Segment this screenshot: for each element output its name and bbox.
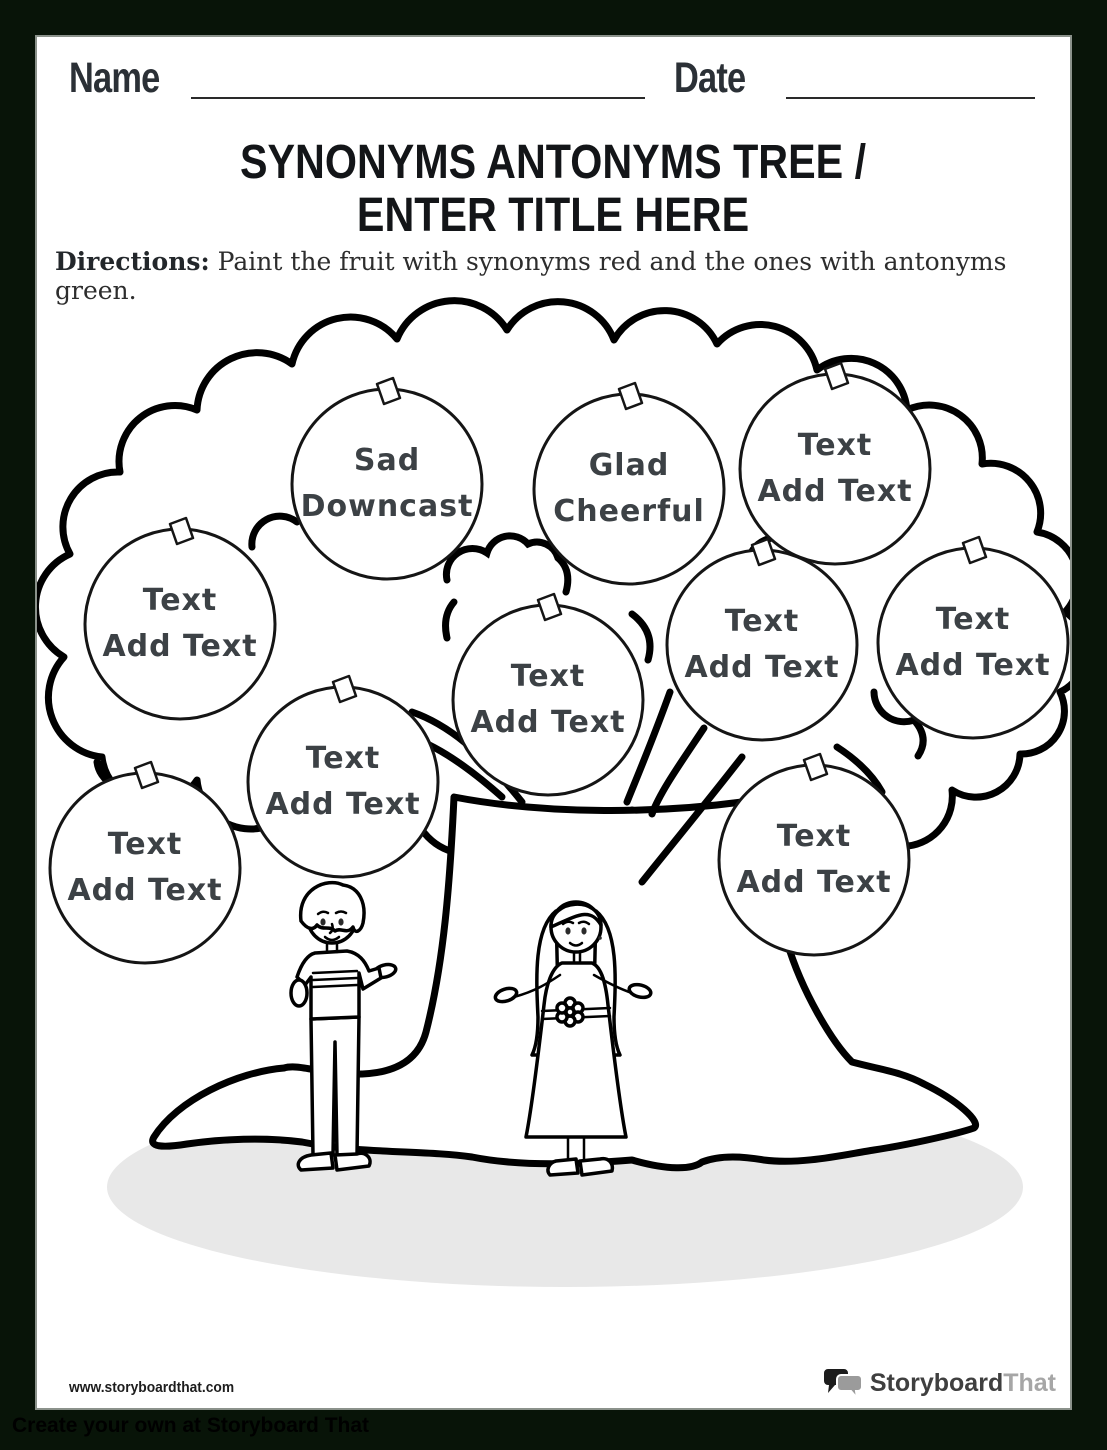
worksheet-title	[37, 136, 1070, 242]
brand-name-light: That	[1003, 1369, 1056, 1397]
brand-name-dark: Storyboard	[869, 1369, 1004, 1397]
apple-text-line1: Text	[776, 819, 852, 854]
apple-text-line1: Sad	[353, 443, 421, 478]
girl-belt-flower	[557, 998, 583, 1026]
apple-text-line1: Text	[305, 741, 381, 776]
date-write-line[interactable]	[786, 97, 1035, 99]
title-line-1: SYNONYMS ANTONYMS TREE /	[240, 136, 867, 189]
directions-label: Directions:	[55, 247, 210, 276]
date-label: Date	[674, 54, 746, 102]
name-label: Name	[69, 54, 160, 102]
apple-text-line1: Text	[510, 659, 586, 694]
apple-text-line2: Add Text	[265, 787, 421, 822]
apple-text-line2: Add Text	[736, 865, 892, 900]
apple-text-line2: Add Text	[684, 650, 840, 685]
apple-text-line1: Glad	[588, 448, 670, 483]
storyboardthat-logo	[824, 1367, 1056, 1400]
website-url: www.storyboardthat.com	[69, 1379, 235, 1396]
apple-text-line1: Text	[724, 604, 800, 639]
apple-text-line2: Add Text	[895, 648, 1051, 683]
footer-tagline: Create your own at Storyboard That	[12, 1414, 370, 1437]
tree-illustration	[37, 292, 1070, 1352]
apple-text-line1: Text	[797, 428, 873, 463]
directions-text: Paint the fruit with synonyms red and the ones with antonyms green.	[55, 247, 1007, 305]
speech-bubbles-icon	[824, 1367, 864, 1400]
apple-text-line2: Add Text	[102, 629, 258, 664]
apple-text-line2: Cheerful	[553, 494, 705, 529]
apple-text-line2: Downcast	[300, 489, 474, 524]
apple-text-line1: Text	[935, 602, 1011, 637]
apple-text-line2: Add Text	[67, 873, 223, 908]
apple-text-line1: Text	[142, 583, 218, 618]
worksheet-page	[35, 35, 1072, 1410]
title-line-2: ENTER TITLE HERE	[357, 189, 750, 242]
apple-text-line2: Add Text	[757, 474, 913, 509]
apple-text-line1: Text	[107, 827, 183, 862]
apple-text-line2: Add Text	[470, 705, 626, 740]
name-write-line[interactable]	[191, 97, 645, 99]
